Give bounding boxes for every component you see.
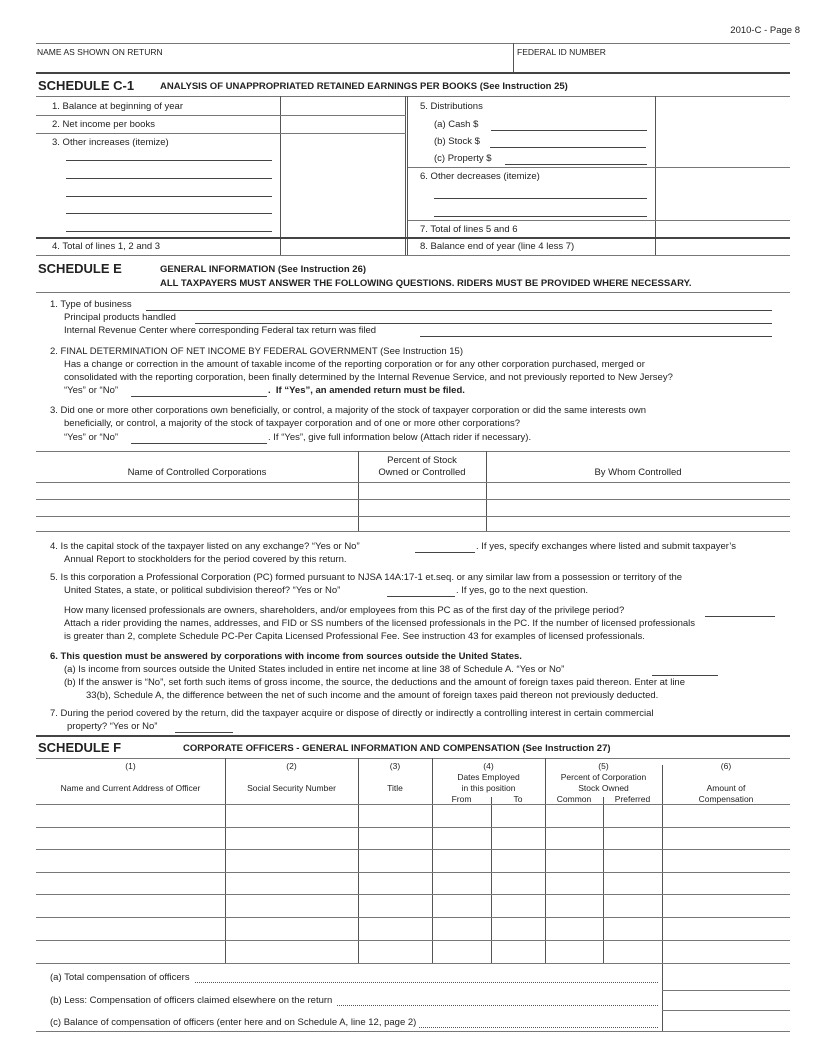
schedule-f-title: CORPORATE OFFICERS - GENERAL INFORMATION AND COMPENSATION (See Instruction 27) [183,743,611,754]
c1-line7: 7. Total of lines 5 and 6 [420,224,518,235]
q4-text-2: . If yes, specify exchanges where listed and submit taxpayer’s [476,541,736,552]
q7-answer-field[interactable] [175,732,233,733]
c1-line2: 2. Net income per books [52,119,155,130]
table-row[interactable] [36,483,790,499]
fein-label: FEDERAL ID NUMBER [517,47,606,57]
c1-line1: 1. Balance at beginning of year [52,101,183,112]
col-header-to: To [513,794,523,804]
stock-field[interactable] [490,147,646,148]
col-header-preferred: Preferred [614,794,651,804]
q4-answer-field[interactable] [415,552,475,553]
q1-principal-products: Principal products handled [64,312,176,323]
col-header-percent: Percent of Corporation [560,772,647,782]
q5-text: 5. Is this corporation a Professional Corporation (PC) formed pursuant to NJSA 14A:17-1 et.seq. or any similar law from a possession or territory of the [50,572,683,583]
q5-count-field[interactable] [705,616,775,617]
col-num-1: (1) [125,761,136,771]
q5-text-3: . If yes, go to the next question. [456,585,589,596]
col-header-from: From [451,794,472,804]
q5-rider-text-2: is greater than 2, complete Schedule PC-Per Capita Licensed Professional Fee. See instruction 43 for examples of licensed professionals. [64,631,645,642]
q3-note: . If “Yes”, give full information below (Attach rider if necessary). [268,432,532,443]
q5-how-many: How many licensed professionals are owners, shareholders, and/or employees from this PC as of the first day of the privilege period? [64,605,625,616]
col-header-ssn: Social Security Number [247,783,336,793]
c1-line3: 3. Other increases (itemize) [52,137,169,148]
c1-line5a: (a) Cash $ [434,119,479,130]
c1-line6-item[interactable] [434,216,647,217]
c1-line6: 6. Other decreases (itemize) [420,171,540,182]
q7-text: 7. During the period covered by the return, did the taxpayer acquire or dispose of directly or indirectly a controlling interest in certain commercial [50,708,654,719]
balance-compensation-field[interactable] [663,1011,789,1030]
principal-products-field[interactable] [195,323,772,324]
q2-note: If “Yes”, an amended return must be filed. [275,385,465,396]
q2-answer-field[interactable] [131,396,267,397]
table-row[interactable] [36,517,790,531]
col-num-5: (5) [598,761,609,771]
cash-field[interactable] [491,130,647,131]
less-compensation-label: (b) Less: Compensation of officers claimed elsewhere on the return [50,995,336,1006]
col-header-dates-2: in this position [461,783,516,793]
c1-line5: 5. Distributions [420,101,483,112]
irs-center-field[interactable] [420,336,772,337]
col-num-4: (4) [483,761,494,771]
officer-row[interactable] [36,850,790,872]
q6b-text-2: 33(b), Schedule A, the difference between the net of such income and the amount of foreign taxes paid thereon not previously deducted. [86,690,659,701]
balance-compensation-label: (c) Balance of compensation of officers (enter here and on Schedule A, line 12, page 2) [50,1017,417,1028]
q2-text: Has a change or correction in the amount of taxable income of the reporting corporation or for any other corporation purchased, merged or [64,359,645,370]
c1-line3-item[interactable] [66,178,272,179]
q6b-text: (b) If the answer is “No”, set forth such items of gross income, the source, the deductions and the amount of foreign taxes paid thereon. Enter at line [64,677,685,688]
col-header-title: Title [387,783,403,793]
officer-row[interactable] [36,895,790,917]
c1-line3-item[interactable] [66,196,272,197]
col-header-amount: Amount of [706,783,746,793]
officer-row[interactable] [36,941,790,963]
page-label: 2010-C - Page 8 [730,25,800,36]
col-header-percent-2: Stock Owned [578,783,629,793]
c1-line8: 8. Balance end of year (line 4 less 7) [420,241,575,252]
name-field[interactable] [37,58,511,72]
type-of-business-field[interactable] [146,310,772,311]
q1-type-of-business: 1. Type of business [50,299,132,310]
q3-text: beneficially, or control, a majority of the stock of taxpayer corporation and of one or more other corporations? [64,418,521,429]
total-compensation-field[interactable] [663,966,789,988]
q2-text: consolidated with the reporting corporation, been finally determined by the Internal Revenue Service, and not previously reported to New Jersey? [64,372,673,383]
q6-heading: 6. This question must be answered by corporations with income from sources outside the United States. [50,651,522,662]
col-header-amount-2: Compensation [698,794,754,804]
schedule-c1-title: ANALYSIS OF UNAPPROPRIATED RETAINED EARNINGS PER BOOKS (See Instruction 25) [160,81,568,92]
col-header-by-whom: By Whom Controlled [594,467,682,478]
q4-text: 4. Is the capital stock of the taxpayer listed on any exchange? “Yes or No” [50,541,360,552]
schedule-e-code: SCHEDULE E [38,261,122,276]
q6a-text: (a) Is income from sources outside the United States included in entire net income at line 38 of Schedule A. “Yes or No” [64,664,565,675]
c1-line4: 4. Total of lines 1, 2 and 3 [52,241,161,252]
q1-irs-center: Internal Revenue Center where corresponding Federal tax return was filed [64,325,377,336]
c1-line5b: (b) Stock $ [434,136,480,147]
q5-rider-text: Attach a rider providing the names, addresses, and FID or SS numbers of the licensed professionals in the PC. If the number of licensed professionals [64,618,696,629]
schedule-f-code: SCHEDULE F [38,740,122,755]
q2-yes-no-label: “Yes” or “No” [64,385,119,396]
schedule-e-instructions: ALL TAXPAYERS MUST ANSWER THE FOLLOWING QUESTIONS. RIDERS MUST BE PROVIDED WHERE NECESSARY. [160,278,692,289]
c1-line3-item[interactable] [66,231,272,232]
q4-text-3: Annual Report to stockholders for the period covered by this return. [64,554,347,565]
q5-text-2: United States, a state, or political subdivision thereof? “Yes or No” [64,585,341,596]
name-label: NAME AS SHOWN ON RETURN [37,47,163,57]
officer-row[interactable] [36,805,790,827]
col-num-6: (6) [720,761,732,771]
table-row[interactable] [36,500,790,516]
col-header-common: Common [556,794,592,804]
q3-yes-no-label: “Yes” or “No” [64,432,119,443]
col-num-3: (3) [389,761,401,771]
c1-line6-item[interactable] [434,198,647,199]
schedule-e-title: GENERAL INFORMATION (See Instruction 26) [160,264,367,275]
fein-field[interactable] [517,58,787,72]
officer-row[interactable] [36,873,790,894]
col-header-officer: Name and Current Address of Officer [60,783,201,793]
form-page: 2010-C - Page 8 NAME AS SHOWN ON RETURN FEDERAL ID NUMBER SCHEDULE C-1 ANALYSIS OF UNAPPROPRIATED RETAINED EARNINGS PER BOOKS (See Instruction 25) 1. Balance at beginning of year 2. Net income per books 3. Other increases (itemize) 4. Total of lines 1, 2 and 3 5. Distributions (a) Cash $ (b) Stock $ (c) Property $ 6. Other decreases (itemize) 7. Total of lines 5 and 6 8. Balance end of year (line 4 less 7) SCHEDULE E GENERAL INFORMATION (See Instruction 26) ALL TAXPAYERS MUST ANSWER THE FOLLOWING QUESTIONS. RIDERS MUST BE PROVIDED WHERE NECESSARY. 1. Type of business Principal products handled Internal Revenue Center where corresponding Federal tax return was filed 2. FINAL DETERMINATION OF NET INCOME BY FEDERAL GOVERNMENT (See Instruction 15) Has a change or correction in the amount of taxable income of the reporting corporation or for any other corporation purchased, merged or consolidated with the reporting corporation, been finally determined by the Internal Revenue Service, and not previously reported to New Jersey? “Yes” or “No” . If “Yes”, an amended return must be filed. 3. Did one or more other corporations own beneficially, or control, a majority of the stock of taxpayer corporation or did the same interests own beneficially, or control, a majority of the stock of taxpayer corporation and of one or more other corporations? “Yes” or “No” . If “Yes”, give full information below (Attach rider if necessary). Name of Controlled Corporations Percent of Stock Owned or Controlled By Whom Controlled 4. Is the capital stock of the taxpayer listed on any exchange? “Yes or No” . If yes, specify exchanges where listed and submit taxpayer’s Annual Report to stockholders for the period covered by this return. 5. Is this corporation a Professional Corporation (PC) formed pursuant to NJSA 14A:17-1 et.seq. or any similar law from a possession or territory of the United States, a state, or political subdivision thereof? “Yes or No” . If yes, go to the next question. How many licensed professionals are owners, shareholders, and/or employees from this PC as of the first day of the privilege period? Attach a rider providing the names, addresses, and FID or SS numbers of the licensed professionals in the PC. If the number of licensed professionals is greater than 2, complete Schedule PC-Per Capita Licensed Professional Fee. See instruction 43 for examples of licensed professionals. 6. This question must be answered by corporations with income from sources outside the United States. (a) Is income from sources outside the United States included in entire net income at line 38 of Schedule A. “Yes or No” (b) If the answer is “No”, set forth such items of gross income, the source, the deductions and the amount of foreign taxes paid thereon. Enter at line 33(b), Schedule A, the difference between the net of such income and the amount of foreign taxes paid thereon not previously deducted. 7. During the period covered by the return, did the taxpayer acquire or dispose of directly or indirectly a controlling interest in certain commercial property? “Yes or No” SCHEDULE F CORPORATE OFFICERS - GENERAL INFORMATION AND COMPENSATION (See Instruction 27) (1) (2) (3) (4) (5) (6) Name and Current Address of Officer Social Security Number Title Dates Employed in this position From To Percent of Corporation Stock Owned Common Preferred Amount of Compensation (a) Total compensation of officers (b) Less: Compensation of officers claimed elsewhere on the return (c) Balance of compensation of officers (enter here and on Schedule A, line 12, page 2) [0,0,816,1056]
q3-answer-field[interactable] [131,443,267,444]
schedule-c1-code: SCHEDULE C-1 [38,78,135,93]
property-field[interactable] [505,164,647,165]
col-header-percent-2: Owned or Controlled [378,467,466,478]
col-header-name: Name of Controlled Corporations [127,467,267,478]
q5-answer-field[interactable] [387,596,455,597]
q6a-answer-field[interactable] [652,675,718,676]
col-num-2: (2) [286,761,297,771]
c1-line5c: (c) Property $ [434,153,492,164]
col-header-dates: Dates Employed [457,772,520,782]
officer-row[interactable] [36,918,790,940]
q2-heading: 2. FINAL DETERMINATION OF NET INCOME BY FEDERAL GOVERNMENT (See Instruction 15) [50,346,463,357]
q7-text-2: property? “Yes or No” [67,721,158,732]
officer-row[interactable] [36,828,790,849]
col-header-percent: Percent of Stock [387,455,457,466]
less-compensation-field[interactable] [663,991,789,1010]
c1-line3-item[interactable] [66,213,272,214]
total-compensation-label: (a) Total compensation of officers [50,972,194,983]
c1-line3-item[interactable] [66,160,272,161]
q3-text: 3. Did one or more other corporations own beneficially, or control, a majority of the stock of taxpayer corporation or did the same interests own [50,405,646,416]
